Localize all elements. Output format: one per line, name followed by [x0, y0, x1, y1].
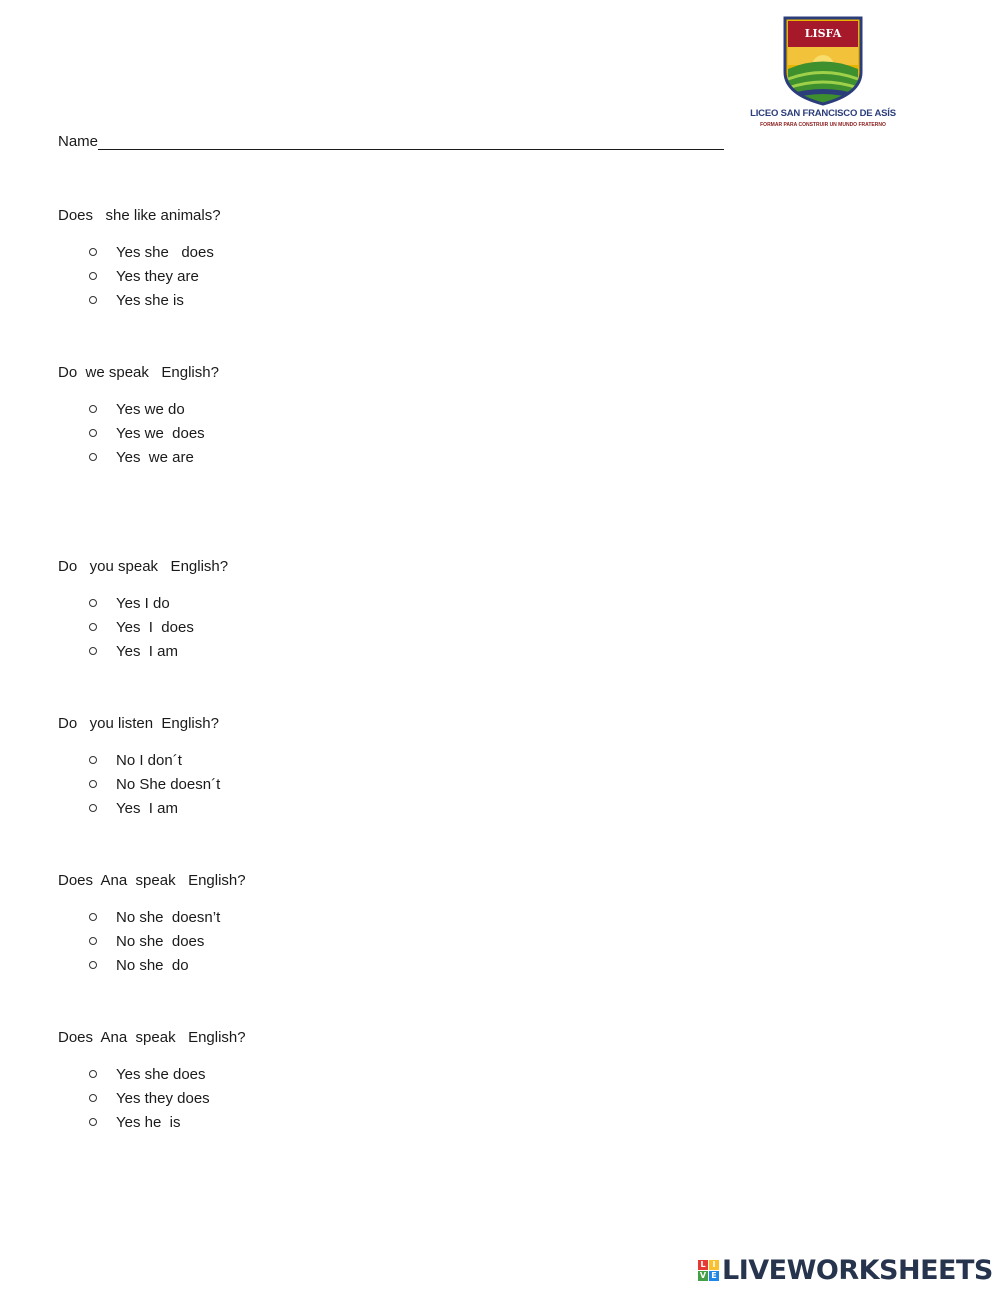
question-text: Do you speak English?: [58, 558, 229, 575]
option-label: Yes she does: [116, 1065, 206, 1083]
radio-circle-icon[interactable]: [89, 1070, 97, 1078]
answer-options: [58, 240, 221, 312]
radio-circle-icon[interactable]: [89, 756, 97, 764]
question-text: Does Ana speak English?: [58, 1029, 246, 1046]
radio-circle-icon[interactable]: [89, 599, 97, 607]
live-letter-i: I: [709, 1260, 719, 1270]
option-3[interactable]: [58, 1110, 246, 1134]
school-name: LICEO SAN FRANCISCO DE ASÍS: [750, 108, 896, 119]
option-3[interactable]: [58, 796, 220, 820]
radio-circle-icon[interactable]: [89, 780, 97, 788]
live-logo-icon: [698, 1260, 719, 1281]
option-label: Yes she is: [116, 291, 184, 309]
option-2[interactable]: [58, 929, 246, 953]
option-3[interactable]: [58, 639, 228, 663]
brand-text: LIVEWORKSHEETS: [722, 1255, 993, 1286]
radio-circle-icon[interactable]: [89, 272, 97, 280]
radio-circle-icon[interactable]: [89, 623, 97, 631]
option-label: Yes we does: [116, 424, 205, 442]
option-1[interactable]: [58, 591, 228, 615]
radio-circle-icon[interactable]: [89, 1094, 97, 1102]
live-letter-v: V: [699, 1271, 707, 1280]
option-3[interactable]: [58, 953, 246, 977]
live-letter-e: E: [709, 1271, 719, 1281]
logo-acronym: LISFA: [804, 27, 842, 40]
option-3[interactable]: [58, 445, 219, 469]
radio-circle-icon[interactable]: [89, 429, 97, 437]
radio-circle-icon[interactable]: [89, 913, 97, 921]
question-text: Do we speak English?: [58, 364, 219, 381]
name-label: Name: [58, 133, 99, 150]
option-label: No she does: [116, 932, 205, 950]
option-label: Yes we are: [116, 448, 194, 466]
option-label: Yes I do: [116, 594, 170, 612]
answer-options: [58, 591, 228, 663]
option-label: Yes he is: [116, 1113, 181, 1131]
answer-options: [58, 748, 220, 820]
option-2[interactable]: [58, 772, 220, 796]
option-label: No she doesn’t: [116, 908, 221, 926]
option-1[interactable]: [58, 397, 219, 421]
question-text: Does she like animals?: [58, 207, 221, 224]
option-label: No I don´t: [116, 751, 182, 769]
question-6: [58, 1028, 246, 1134]
option-3[interactable]: [58, 288, 221, 312]
answer-options: [58, 905, 246, 977]
option-label: Yes I does: [116, 618, 194, 636]
option-1[interactable]: [58, 905, 246, 929]
option-label: Yes I am: [116, 799, 178, 817]
question-4: [58, 714, 220, 820]
option-2[interactable]: [58, 264, 221, 288]
option-label: No she do: [116, 956, 189, 974]
radio-circle-icon[interactable]: [89, 937, 97, 945]
radio-circle-icon[interactable]: [89, 453, 97, 461]
question-3: [58, 557, 228, 663]
option-label: Yes they are: [116, 267, 199, 285]
option-1[interactable]: [58, 748, 220, 772]
name-input-line[interactable]: [98, 133, 724, 150]
question-1: [58, 206, 221, 312]
option-1[interactable]: [58, 1062, 246, 1086]
option-label: Yes she does: [116, 243, 214, 261]
question-5: [58, 871, 246, 977]
radio-circle-icon[interactable]: [89, 405, 97, 413]
school-logo: [748, 14, 898, 132]
radio-circle-icon[interactable]: [89, 248, 97, 256]
radio-circle-icon[interactable]: [89, 961, 97, 969]
option-2[interactable]: [58, 615, 228, 639]
option-label: No She doesn´t: [116, 775, 221, 793]
question-text: Does Ana speak English?: [58, 872, 246, 889]
radio-circle-icon[interactable]: [89, 1118, 97, 1126]
radio-circle-icon[interactable]: [89, 296, 97, 304]
radio-circle-icon[interactable]: [89, 804, 97, 812]
live-letter-l: L: [698, 1260, 708, 1270]
question-2: [58, 363, 219, 469]
answer-options: [58, 1062, 246, 1134]
radio-circle-icon[interactable]: [89, 647, 97, 655]
liveworksheets-brand: [698, 1255, 993, 1286]
option-2[interactable]: [58, 1086, 246, 1110]
question-text: Do you listen English?: [58, 715, 219, 732]
option-label: Yes I am: [116, 642, 178, 660]
option-1[interactable]: [58, 240, 221, 264]
name-field: [58, 132, 724, 152]
school-shield-icon: [782, 14, 864, 106]
option-label: Yes they does: [116, 1089, 210, 1107]
option-2[interactable]: [58, 421, 219, 445]
option-label: Yes we do: [116, 400, 185, 418]
answer-options: [58, 397, 219, 469]
school-motto: FORMAR PARA CONSTRUIR UN MUNDO FRATERNO: [760, 122, 886, 128]
